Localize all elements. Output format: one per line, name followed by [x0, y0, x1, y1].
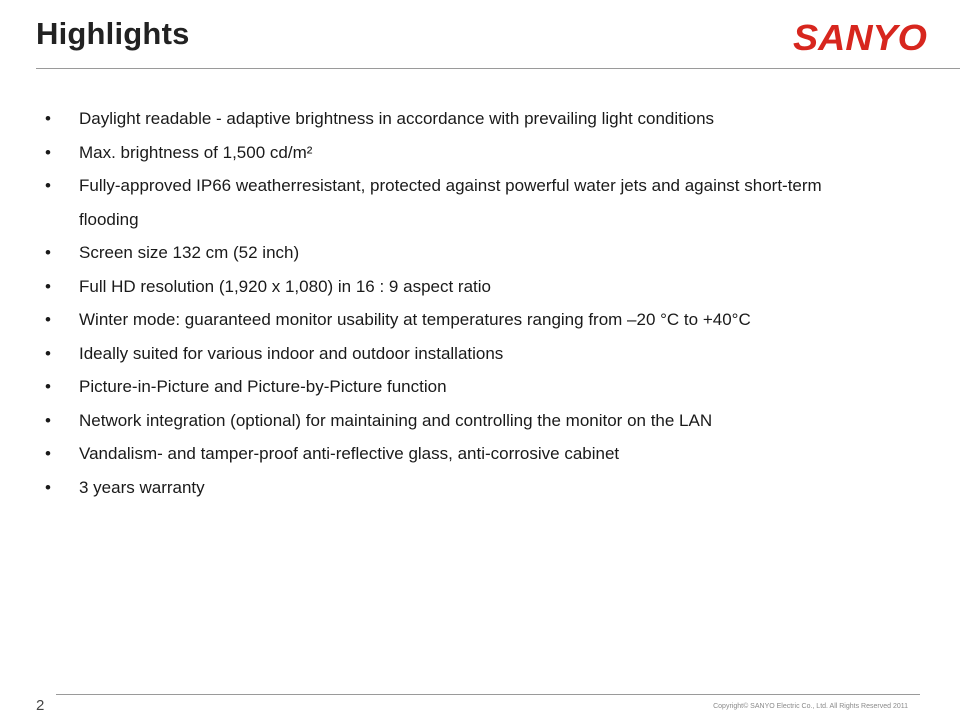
list-item-text: Network integration (optional) for maintaining and controlling the monitor on the LAN	[79, 410, 713, 430]
bullet-icon: •	[45, 310, 51, 329]
list-item	[0, 370, 930, 404]
list-item	[0, 270, 930, 304]
list-item-text: Screen size 132 cm (52 inch)	[79, 243, 300, 262]
bullet-icon: •	[45, 410, 51, 430]
bullet-icon: •	[45, 343, 51, 363]
list-item-text: Full HD resolution (1,920 x 1,080) in 16 : 9 aspect ratio	[79, 276, 491, 296]
footer-divider	[56, 694, 920, 695]
page-number: 2	[36, 697, 45, 714]
list-item	[0, 102, 930, 136]
list-item	[0, 471, 930, 505]
title-divider	[36, 68, 960, 69]
list-item	[0, 337, 930, 371]
list-item-text: Winter mode: guaranteed monitor usability at temperatures ranging from –20 °C to +40°C	[79, 310, 751, 329]
list-item	[0, 404, 930, 438]
bullet-icon: •	[45, 142, 51, 162]
sanyo-logo	[790, 18, 930, 58]
list-item-text: Daylight readable - adaptive brightness in accordance with prevailing light conditions	[79, 109, 715, 128]
list-item	[0, 303, 930, 337]
bullet-icon: •	[45, 377, 51, 396]
list-item-text: 3 years warranty	[79, 477, 205, 497]
bullet-icon: •	[45, 276, 51, 296]
list-item	[0, 136, 930, 170]
copyright-notice: Copyright© SANYO Electric Co., Ltd. All Rights Reserved 2011	[713, 703, 908, 710]
list-item-text: Ideally suited for various indoor and outdoor installations	[79, 343, 504, 363]
list-item	[0, 437, 930, 471]
list-item	[0, 236, 930, 270]
bullet-icon: •	[45, 176, 51, 195]
bullet-icon: •	[45, 109, 51, 128]
logo-text: SANYO	[793, 18, 927, 58]
slide-title: Highlights	[36, 16, 190, 51]
list-item-text: Vandalism- and tamper-proof anti-reflective glass, anti-corrosive cabinet	[79, 444, 620, 463]
highlights-list	[0, 102, 930, 504]
list-item	[0, 169, 839, 236]
bullet-icon: •	[45, 243, 51, 262]
list-item-text: Picture-in-Picture and Picture-by-Picture function	[79, 377, 447, 396]
bullet-icon: •	[45, 477, 51, 497]
bullet-icon: •	[45, 444, 51, 463]
list-item-text: Max. brightness of 1,500 cd/m²	[79, 142, 313, 162]
list-item-text: Fully-approved IP66 weatherresistant, protected against powerful water jets and against short-term flooding	[79, 176, 822, 229]
